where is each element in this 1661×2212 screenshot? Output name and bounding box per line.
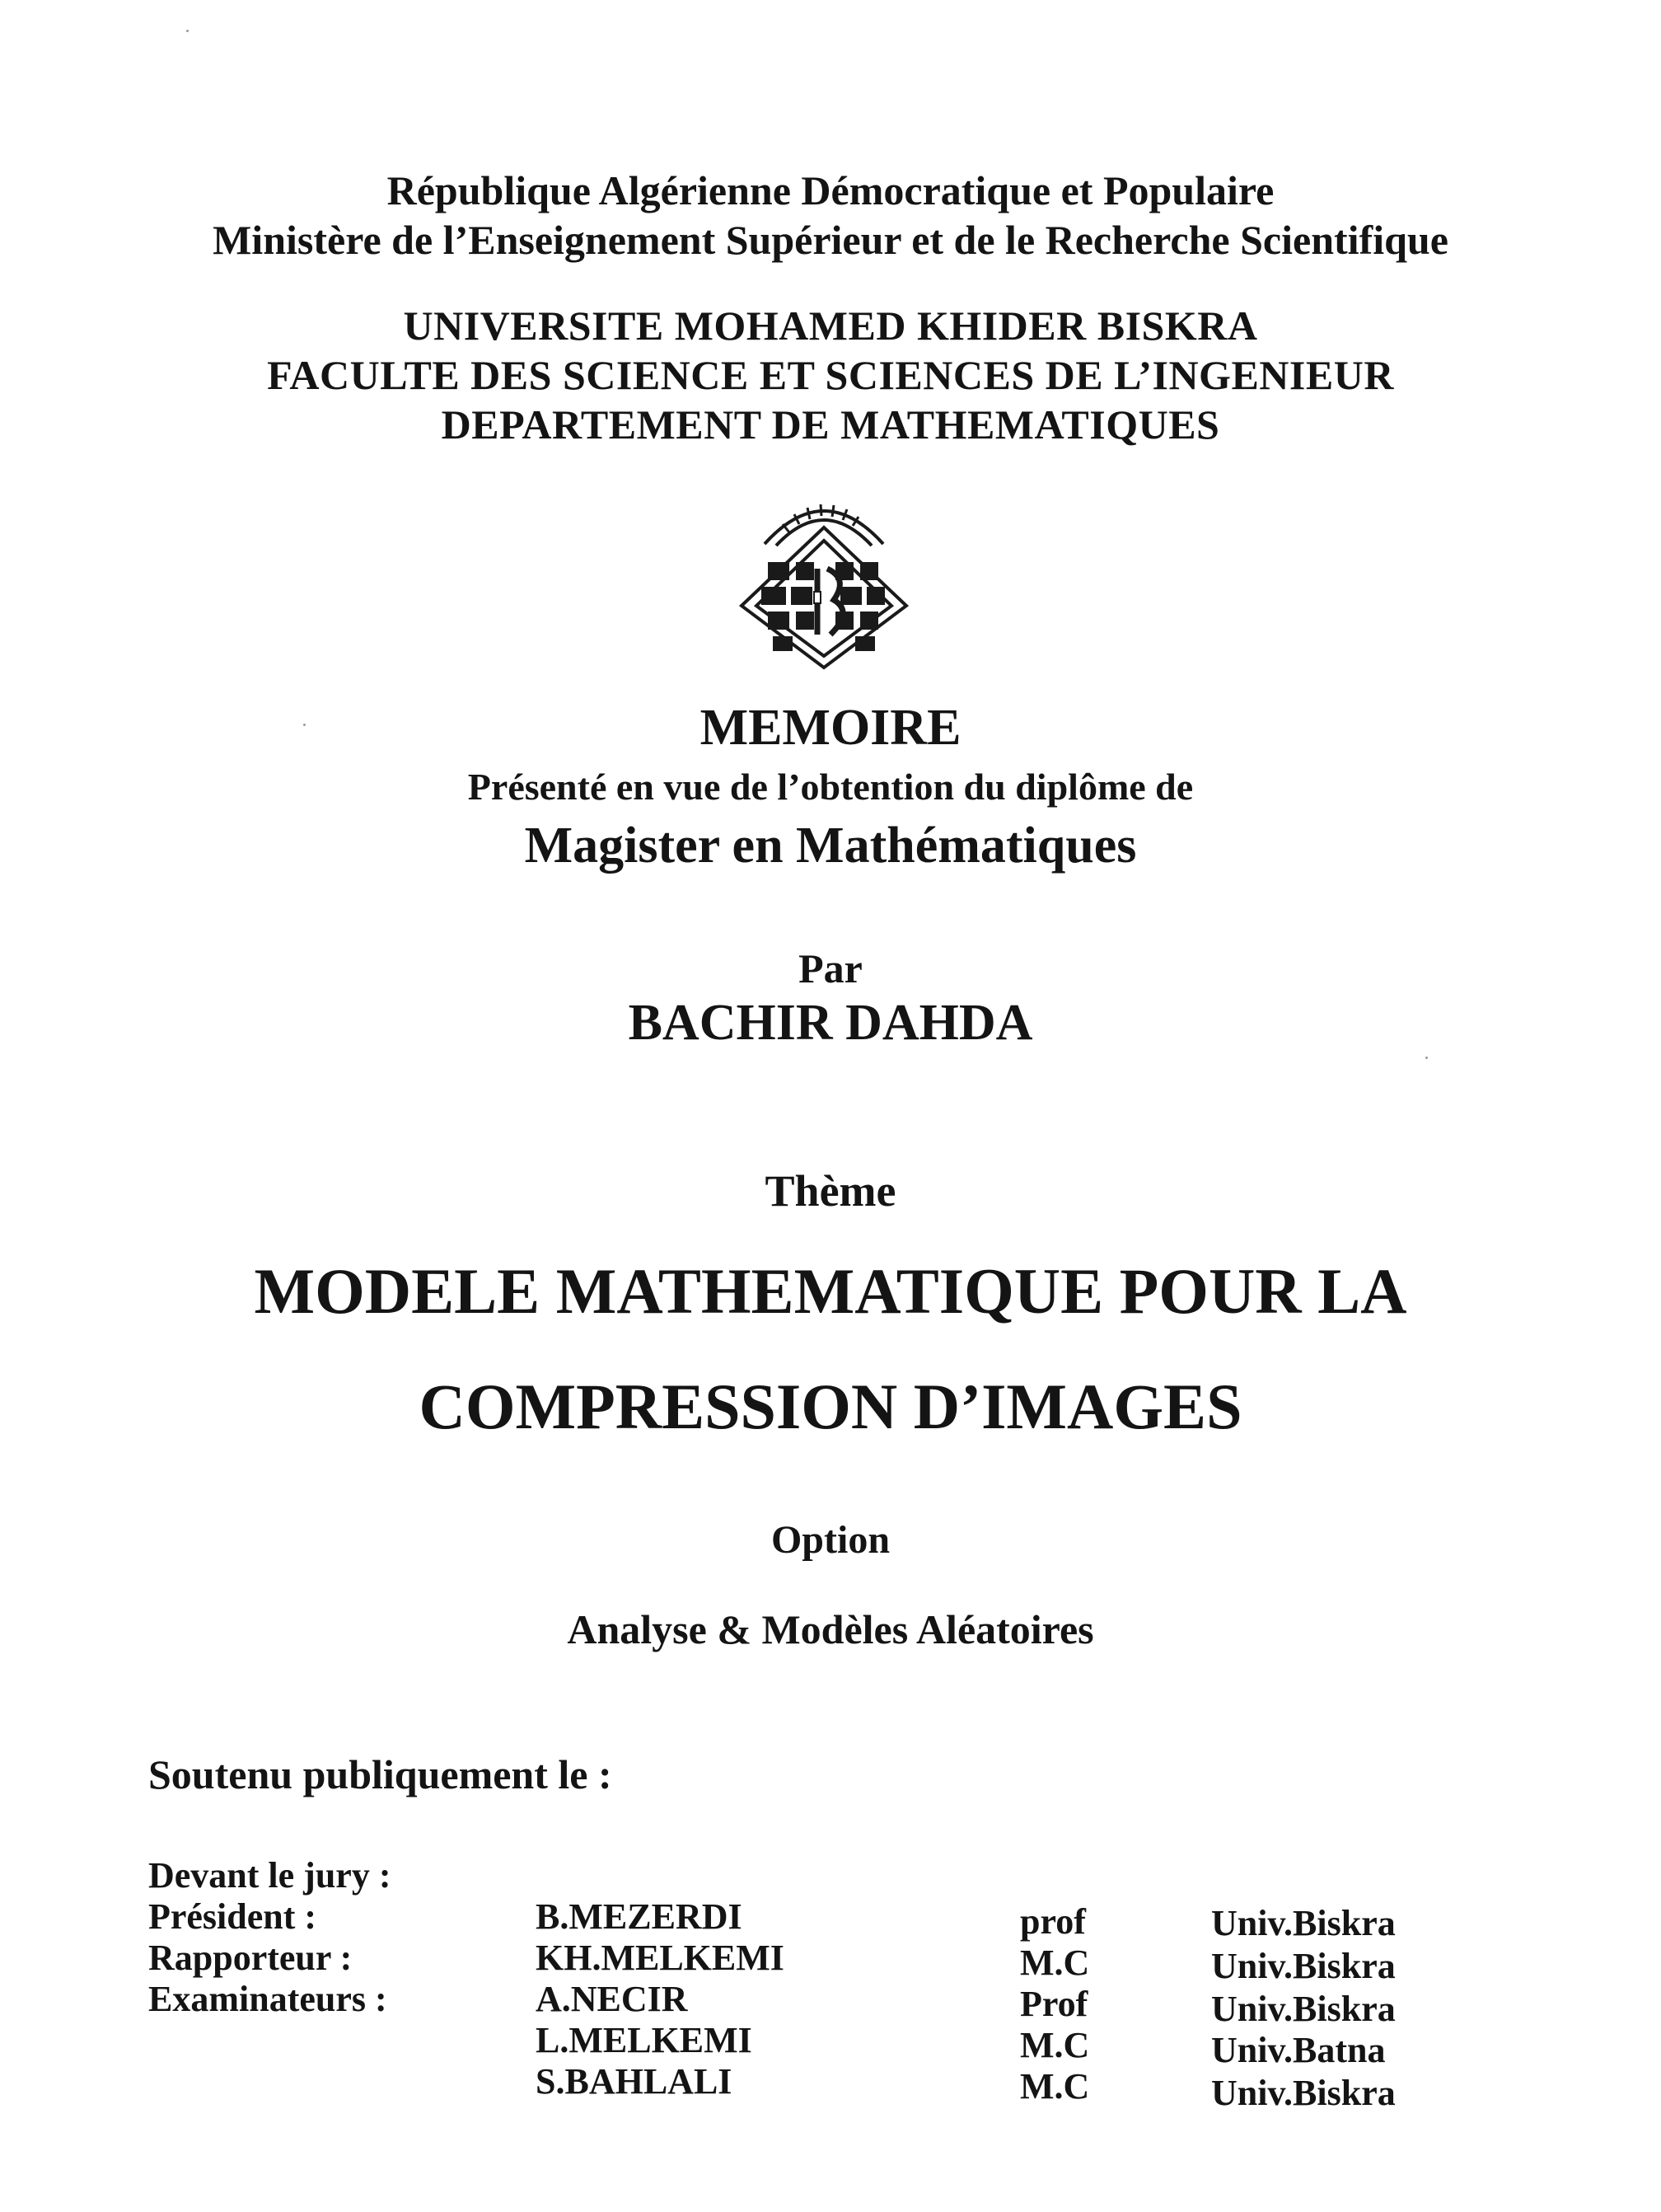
jury-grade: M.C xyxy=(1020,2066,1090,2107)
by-label: Par xyxy=(798,945,863,991)
theme-label: Thème xyxy=(765,1166,896,1216)
university-emblem-icon xyxy=(725,486,923,672)
jury-grade: prof xyxy=(1020,1901,1086,1942)
degree-line: Magister en Mathématiques xyxy=(524,818,1137,874)
author-name: BACHIR DAHDA xyxy=(628,995,1033,1051)
jury-institution: Univ.Biskra xyxy=(1211,1903,1396,1943)
scan-speck xyxy=(186,30,189,32)
jury-grade: M.C xyxy=(1020,1943,1090,1983)
republic-line: République Algérienne Démocratique et Populaire xyxy=(386,167,1275,213)
jury-institution: Univ.Batna xyxy=(1211,2030,1386,2070)
jury-institution: Univ.Biskra xyxy=(1211,1946,1396,1986)
jury-role: Examinateurs : xyxy=(148,1979,387,2019)
jury-role: Président : xyxy=(148,1896,317,1937)
presented-line: Présenté en vue de l’obtention du diplôme de xyxy=(467,766,1194,808)
scan-speck xyxy=(1425,1057,1428,1059)
jury-institution: Univ.Biskra xyxy=(1211,2073,1396,2113)
thesis-title-line-2: COMPRESSION D’IMAGES xyxy=(419,1371,1242,1442)
defense-date-line: Soutenu publiquement le : xyxy=(148,1751,612,1797)
ministry-line: Ministère de l’Enseignement Supérieur et de le Recherche Scientifique xyxy=(213,217,1448,263)
jury-grade: M.C xyxy=(1020,2025,1090,2065)
jury-role: Rapporteur : xyxy=(148,1938,353,1978)
university-line: UNIVERSITE MOHAMED KHIDER BISKRA xyxy=(403,302,1258,349)
jury-name: A.NECIR xyxy=(536,1979,688,2019)
option-value: Analyse & Modèles Aléatoires xyxy=(567,1606,1094,1652)
jury-name: L.MELKEMI xyxy=(536,2020,752,2060)
jury-grade: Prof xyxy=(1020,1984,1088,2024)
faculty-line: FACULTE DES SCIENCE ET SCIENCES DE L’INGENIEUR xyxy=(267,352,1394,398)
jury-institution: Univ.Biskra xyxy=(1211,1989,1396,2029)
scan-speck xyxy=(303,724,306,726)
department-line: DEPARTEMENT DE MATHEMATIQUES xyxy=(441,401,1220,448)
jury-name: B.MEZERDI xyxy=(536,1896,742,1937)
jury-name: S.BAHLALI xyxy=(536,2061,732,2102)
jury-label: Devant le jury : xyxy=(148,1855,391,1896)
option-label: Option xyxy=(770,1518,891,1562)
thesis-title-line-1: MODELE MATHEMATIQUE POUR LA xyxy=(254,1255,1407,1327)
jury-name: KH.MELKEMI xyxy=(536,1938,784,1978)
document-type: MEMOIRE xyxy=(699,700,962,756)
